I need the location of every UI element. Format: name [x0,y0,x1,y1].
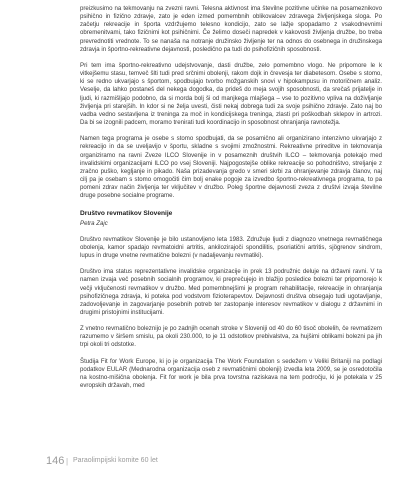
footer-separator: | [66,457,69,466]
body-paragraph: preizkusimo na tekmovanju na zvezni ravni. Telesna aktivnost ima številne pozitivne učinke na posameznikovo psihično in fizično zdravje, zato je eden izmed pomembnih oblikovalcev zdravega življenjskega sloga. Po začetju rekreacije in športa vzdržujemo telesno kondicijo, zato se lažje spopadamo z vsakodnevnimi obremenitvami, tako fizičnimi kot psihičnimi. Če želimo doseči napredek v kakovosti življenja družbe, bo treba prevrednotiti vrednote. To se nanaša na notranje družinsko življenje ter na odnos do osebnega in družinskega zdravja in športno-rekreativne dejavnosti, posledično pa tudi do psihofizičnih sposobnosti. [80,5,382,53]
section-heading: Društvo revmatikov Slovenije [80,210,173,218]
section-paragraph: Študija Fit for Work Europe, ki jo je organizacija The Work Foundation s sedežem v Veliki Britaniji na podlagi podatkov EULAR (Mednarodna organizacija oseb z revmatičnimi obolenji) izvedla leta 2009, se je osredotočila na kostno-mišična obolenja. Fit for work je bila prva tovrstna raziskava na tem področju, ki je potekala v 25 evropskih državah, med [80,357,382,390]
body-paragraph: Pri tem ima športno-rekreativno udejstvovanje, dasti družbe, zelo pomembno vlogo. Ne pripomore le k vitkejšemu stasu, temveč šlti tudi pred srčnimi obolenji, rakom dojk in črevesja ter diabetesom. Osebe s stomo, ki se redno ukvarjajo s športom, spodbujajo tvorbo možganskih snovi v hipokampusu in motoričnem analiz. Veselje, da lahko postaneš del nekega dogodka, da prideš do meja svojih sposobnosti, da srečaš prijatelje in ljudi, ki razmišljajo podobno, da si morda bolj ši od manjkega mlajšega – vse to pozitivno vpliva na doživljanje življenja pri starejših. In kdor si ne želja uvesti, čisti nekaj dobrega tudi za svoje psihično zdravje. Zato naj bo vadba vedno sestavljena iz treninga za moč in kondicijskega treninga, zlasti pri poškodbah sklepov in artrozi. Da bi se izognili padcem, moramo trenirati tudi koordinacijo in sposobnost ohranjanja ravnotežja. [80,61,382,127]
document-body [80,5,382,398]
footer-publication-title: Paraolimpijski komite 60 let [73,457,158,464]
body-paragraph: Namen tega programa je osebe s stomo spodbujati, da se posamično ali organizirano intenzivno ukvarjajo z rekreacijo in da se uveljavijo v športu, skladne s svojimi zmožnostmi. Rekreativne prireditve in tekmovanja organiziramo na ravni Zveze ILCO Slovenije in v posameznih društvih ILCO – tekmovanja potekajo med invalidskimi organizacijami ILCO po vsej Sloveniji. Najpogostejše oblike rekreacije so pohodništvo, streljanje z zračno puško, kegljanje in pikado. Naša prizadevanja gredo v smeri skrbi za ohranjevanje zdravja članov, naj cilj pa je osebam s stomo omogočiti čim bolj enake pogoje za izvedbo športno-rekreativnega programa, to pa pomeni zdrav način življenja ter vključitev v družbo. Poleg športne dejavnosti zveza z društvi izvaja številne druge posebne socialne programe. [80,135,382,200]
section-author: Petra Zajc [80,219,108,227]
section-paragraph: Društvo revmatikov Slovenije je bilo ustanovljeno leta 1983. Združuje ljudi z diagnozo vnetnega revmatičnega obolenja, kamor spadajo revmatoidni artritis, ankilozirajoči spondilitis, psoriatični artritis, sjögrenov sindrom, lupus in druge vnetne revmatične bolezni (v nadaljevanju revmatiki). [80,235,382,260]
section-paragraph: Z vnetno revmatično boleznijo je po zadnjih ocenah stroke v Sloveniji od 40 do 60 tisoč obolelih, če revmatizem razumemo v širšem smislu, pa okoli 230.000, to je 11 odstotkov prebivalstva, za hujšimi oblikami bolezni pa jih trpi okoli tri odstotke. [80,325,382,349]
page-footer [0,450,420,480]
page-number: 146 [46,455,65,467]
section-paragraph: Društvo ima status reprezentativne invalidske organizacije in prek 13 podružnic deluje na državni ravni. V ta namen izvaja več posebnih socialnih programov, ki preprečujejo in blažijo posledice bolezni ter pripomorejo k večji vključenosti revmatikov v družbo. Med pomembnejšimi je program rehabilitacije, rekreacije in ohranjanja psihofizičnega zdravja, ki poteka pod vodstvom fizioterapevtov. Dejavnosti društva obsegajo tudi ugotavljanje, zadovoljevanje in zagovarjanje posebnih potreb ter zastopanje interesov revmatikov v dialogu z državnimi in drugimi pristojnimi institucijami. [80,268,382,316]
